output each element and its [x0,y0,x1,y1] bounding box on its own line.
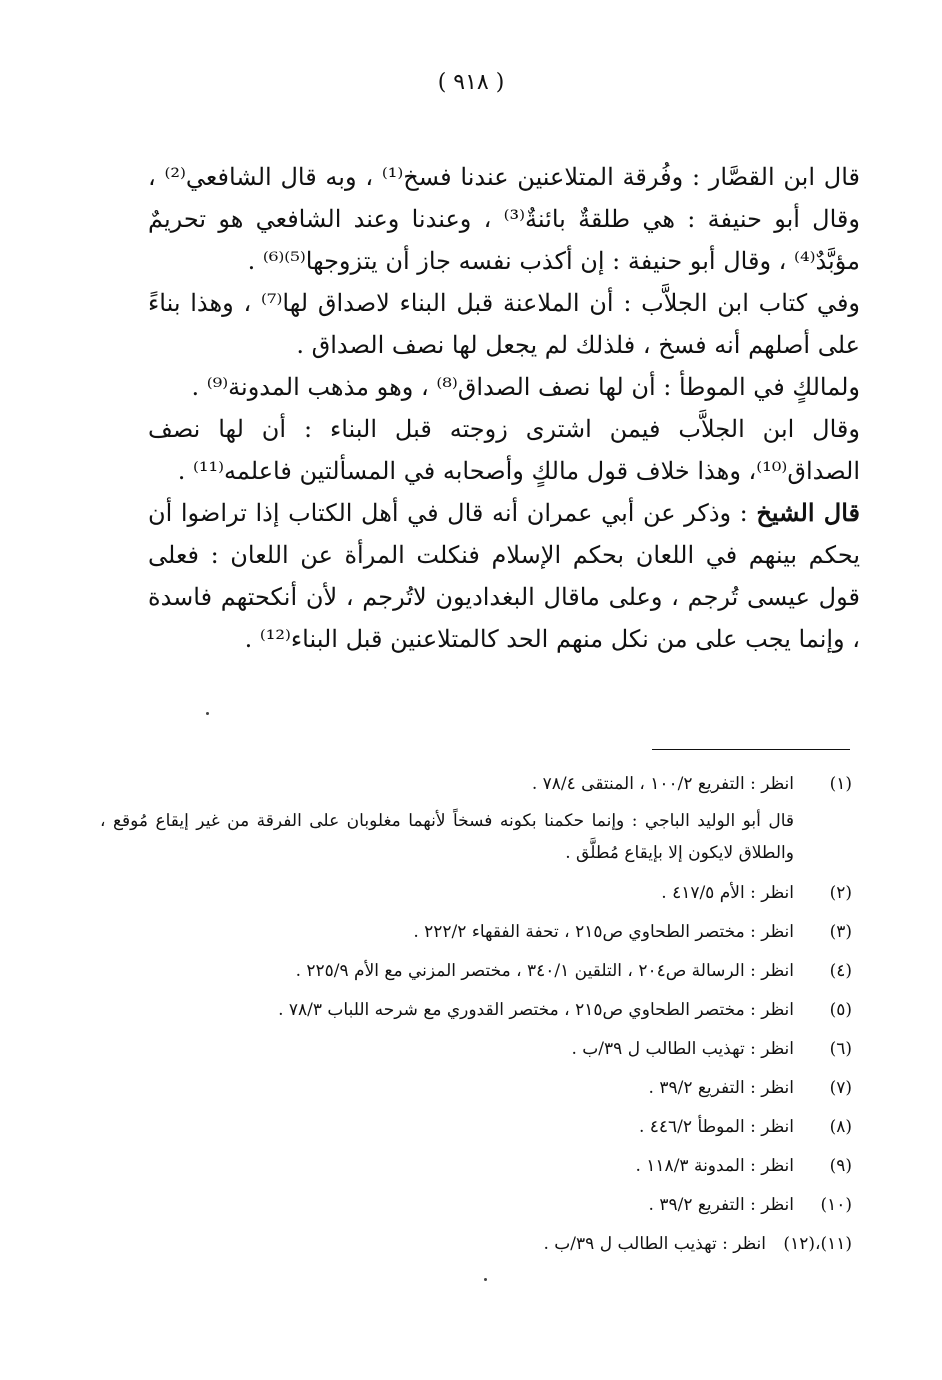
footnote-1-continuation: قال أبو الوليد الباجي : وإنما حكمنا بكونه فسخاً لأنهما مغلوبان على الفرقة من غير إيقاع مُوقع ، والطلاق لايكون إلا بإيقاع مُطلَّق . [100,811,794,863]
footnote-text: انظر : تهذيب الطالب ل ٣٩/ب . [571,1039,794,1059]
footnote-text: انظر : التفريع ٣٩/٢ . [648,1195,794,1215]
footnote-text: انظر : الموطأ ٤٤٦/٢ . [638,1117,794,1137]
paragraph-2: وفي كتاب ابن الجلاَّب : أن الملاعنة قبل البناء لاصداق لها⁽⁷⁾ ، وهذا بناءً على أصلهم أنه فسخ ، فلذلك لم يجعل لها نصف الصداق . [148,289,861,359]
footnote-number: (٥) [829,1000,852,1020]
paragraph-5-lead: قال الشيخ [756,498,861,527]
footnote-number: (١) [829,774,852,794]
footnote-10 [100,1189,852,1221]
scan-speck [206,712,209,715]
footnote-text: انظر : مختصر الطحاوي ص٢١٥ ، تحفة الفقهاء ٢٢٢/٢ . [413,922,794,942]
paragraph-5-text: : وذكر عن أبي عمران أنه قال في أهل الكتاب إذا تراضوا أن يحكم بينهم في اللعان بحكم الإسلام فنكلت المرأة عن اللعان : فعلى قول عيسى تُرجم ، وعلى ماقال البغداديون لاتُرجم ، لأن أنكحتهم فاسدة ، وإنما يجب على من نكل منهم الحد كالمتلاعنين قبل البناء⁽¹²⁾ . [148,499,860,653]
footnote-text: انظر : الرسالة ص٢٠٤ ، التلقين ٣٤٠/١ ، مختصر المزني مع الأم ٢٢٥/٩ . [295,961,794,981]
footnote-number: (٧) [829,1078,852,1098]
footnote-number: (١١)،(١٢) [783,1234,852,1254]
footnote-3 [100,916,852,948]
footnote-number: (٤) [829,961,852,981]
footnote-6 [100,1033,852,1065]
footnote-number: (٣) [829,922,852,942]
footnote-4 [100,955,852,987]
footnote-separator [652,749,850,750]
paragraph-5 [148,492,860,660]
footnote-5 [100,994,852,1026]
footnote-number: (١٠) [820,1195,852,1215]
footnote-7 [100,1072,852,1104]
footnote-text: انظر : التفريع ٣٩/٢ . [648,1078,794,1098]
footnote-text: انظر : التفريع ١٠٠/٢ ، المنتقى ٧٨/٤ . [531,774,794,794]
footnote-text: انظر : مختصر الطحاوي ص٢١٥ ، مختصر القدوري مع شرحه اللباب ٧٨/٣ . [278,1000,794,1020]
footnote-8 [100,1111,852,1143]
paragraph-4: وقال ابن الجلاَّب فيمن اشترى زوجته قبل البناء : أن لها نصف الصداق⁽¹⁰⁾، وهذا خلاف قول مالكٍ وأصحابه في المسألتين فاعلمه⁽¹¹⁾ . [148,415,860,485]
paragraph-1: قال ابن القصَّار : وفُرقة المتلاعنين عندنا فسخ⁽¹⁾ ، وبه قال الشافعي⁽²⁾ ، وقال أبو حنيفة : هي طلقةٌ بائنةٌ⁽³⁾ ، وعندنا وعند الشافعي هو تحريمٌ مؤبَّدٌ⁽⁴⁾ ، وقال أبو حنيفة : إن أكذب نفسه جاز أن يتزوجها⁽⁵⁾⁽⁶⁾ . [148,163,860,275]
page-number: ( ٩١٨ ) [437,70,505,95]
footnote-9 [100,1150,852,1182]
paragraph-3: ولمالكٍ في الموطأ : أن لها نصف الصداق⁽⁸⁾ ، وهو مذهب المدونة⁽⁹⁾ . [191,373,860,401]
footnote-number: (٩) [829,1156,852,1176]
footnote-2 [100,877,852,909]
footnote-11-12 [100,1228,852,1260]
footnote-number: (٨) [829,1117,852,1137]
footnote-text: انظر : المدونة ١١٨/٣ . [635,1156,794,1176]
scan-speck [484,1278,487,1281]
footnotes [100,768,852,1267]
main-text [148,156,860,660]
footnote-1 [100,768,852,800]
footnote-text: انظر : الأم ٤١٧/٥ . [661,883,794,903]
footnote-number: (٦) [829,1039,852,1059]
footnote-text: انظر : تهذيب الطالب ل ٣٩/ب . [543,1234,766,1254]
footnote-number: (٢) [829,883,852,903]
